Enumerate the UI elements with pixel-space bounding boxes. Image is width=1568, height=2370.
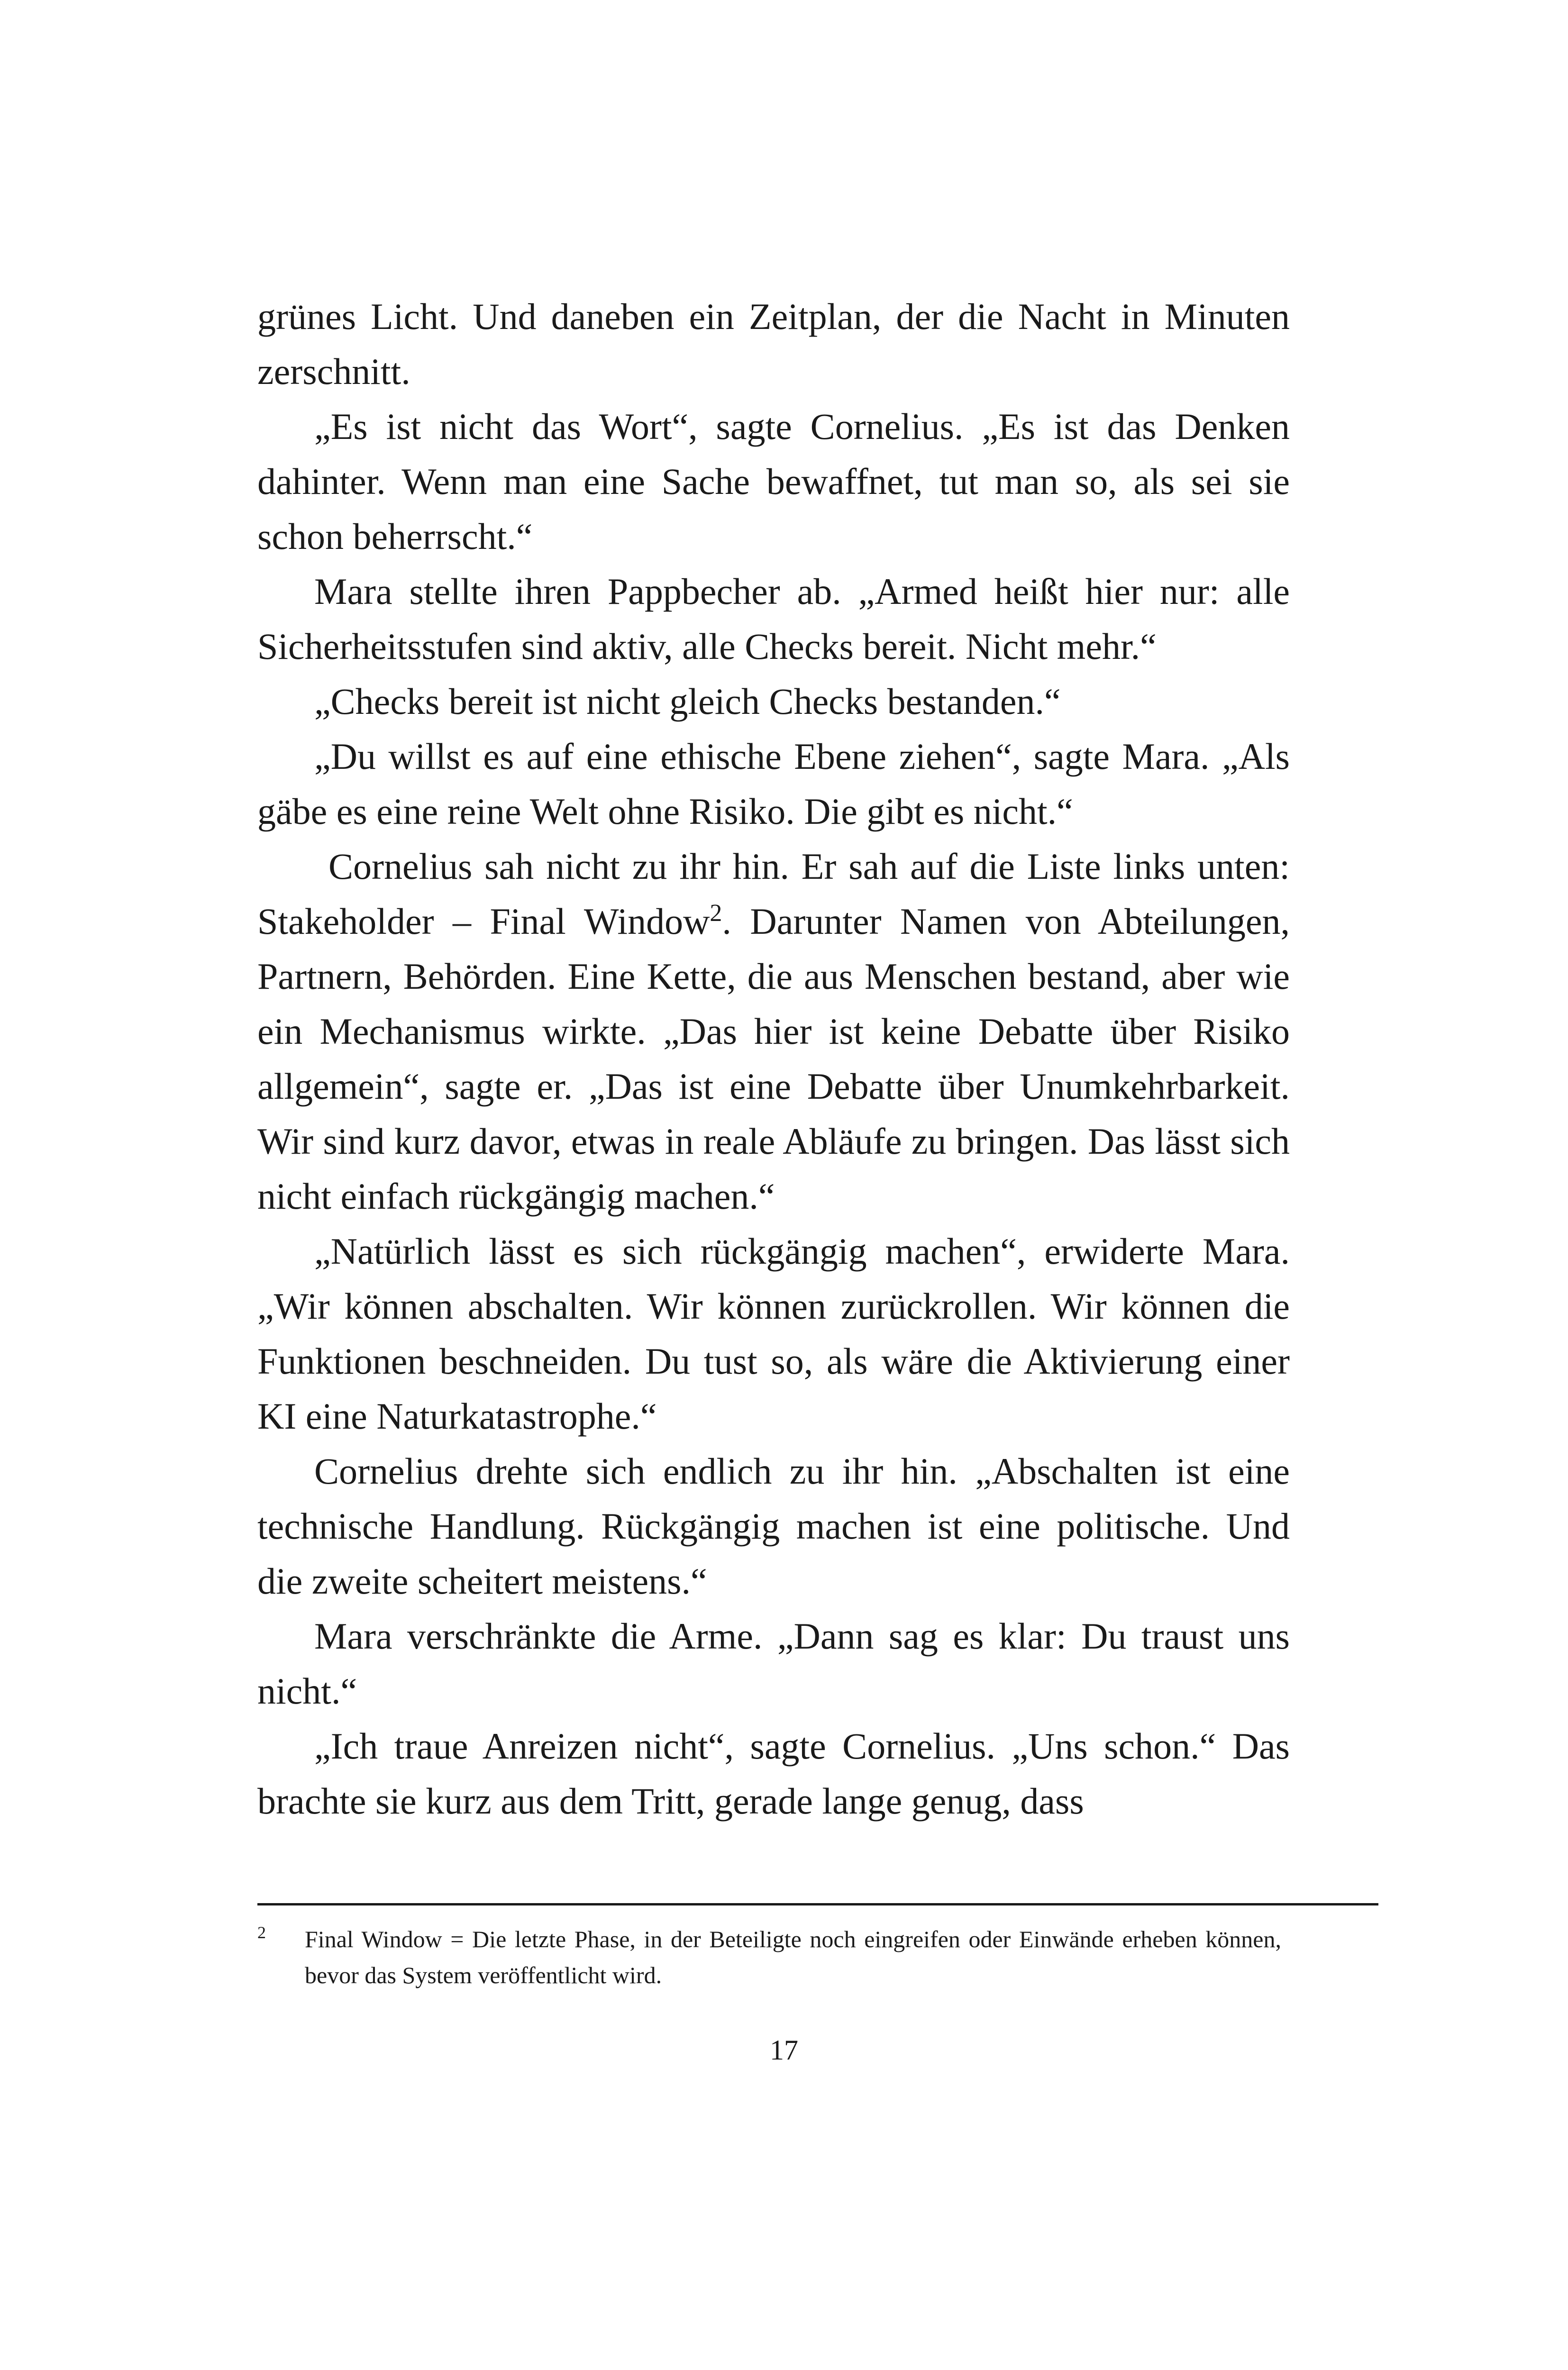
paragraph-6-before: Cornelius sah nicht zu ihr hin. Er sah auf die Liste links unten: Stakeholder – Final Window [257, 846, 1290, 942]
paragraph-3: Mara stellte ihren Pappbecher ab. „Armed heißt hier nur: alle Sicherheitsstufen sind aktiv, alle Checks bereit. Nicht mehr.“ [257, 571, 1290, 667]
paragraph-8: Cornelius drehte sich endlich zu ihr hin. „Abschalten ist eine technische Handlung. Rückgängig machen ist eine politische. Und die zweite scheitert meistens.“ [257, 1450, 1290, 1602]
footnote-number: 2 [257, 1923, 266, 1942]
footnote-reference[interactable]: 2 [710, 900, 722, 927]
paragraph-2: „Es ist nicht das Wort“, sagte Cornelius. „Es ist das Denken dahinter. Wenn man eine Sache bewaffnet, tut man so, als sei sie schon beherrscht.“ [257, 406, 1290, 557]
footnote-divider [257, 1903, 1378, 1905]
paragraph-6 [257, 839, 1290, 1224]
footnote-text: Final Window = Die letzte Phase, in der Beteiligte noch eingreifen oder Einwände erheben können, bevor das System veröffentlicht wird. [305, 1926, 1281, 1988]
footnote [257, 1921, 1281, 1993]
page-number: 17 [770, 2034, 798, 2066]
paragraph-10: „Ich traue Anreizen nicht“, sagte Cornelius. „Uns schon.“ Das brachte sie kurz aus dem Tritt, gerade lange genug, dass [257, 1725, 1290, 1822]
paragraph-6-after: . Darunter Namen von Abteilungen, Partnern, Behörden. Eine Kette, die aus Menschen bestand, aber wie ein Mechanismus wirkte. „Das hier ist keine Debatte über Risiko allgemein“, sagte er. „Das ist eine Debatte über Unumkehrbarkeit. Wir sind kurz davor, etwas in reale Abläufe zu bringen. Das lässt sich nicht einfach rückgängig machen.“ [257, 901, 1290, 1217]
paragraph-7: „Natürlich lässt es sich rückgängig machen“, erwiderte Mara. „Wir können abschalten. Wir können zurückrollen. Wir können die Funktionen beschneiden. Du tust so, als wäre die Aktivierung einer KI eine Naturkatastrophe.“ [257, 1231, 1290, 1437]
paragraph-1: grünes Licht. Und daneben ein Zeitplan, der die Nacht in Minuten zerschnitt. [257, 296, 1290, 392]
paragraph-5: „Du willst es auf eine ethische Ebene ziehen“, sagte Mara. „Als gäbe es eine reine Welt ohne Risiko. Die gibt es nicht.“ [257, 736, 1290, 832]
paragraph-9: Mara verschränkte die Arme. „Dann sag es klar: Du traust uns nicht.“ [257, 1615, 1290, 1712]
body-text [257, 289, 1290, 1829]
paragraph-4: „Checks bereit ist nicht gleich Checks bestanden.“ [314, 681, 1061, 722]
